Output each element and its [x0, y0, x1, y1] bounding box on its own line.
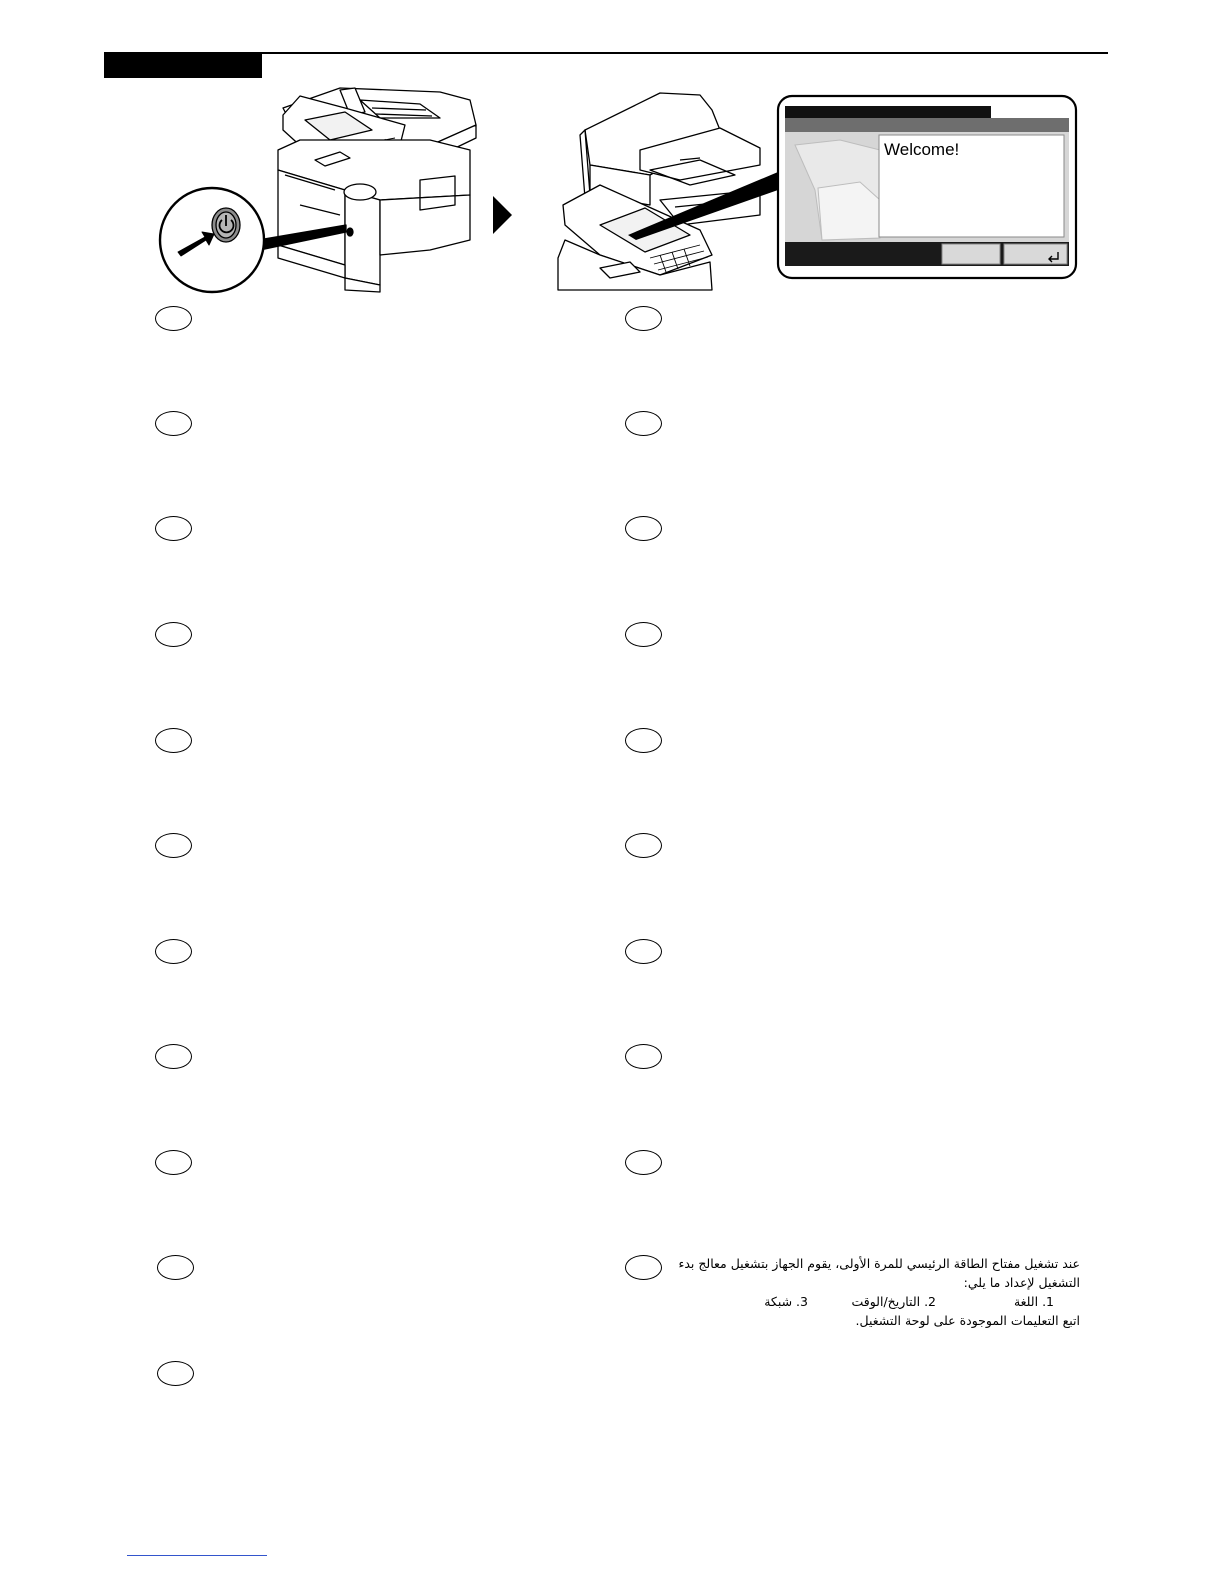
lang-marker	[155, 939, 192, 964]
step-network: 3. شبكة	[764, 1294, 808, 1309]
lang-marker	[155, 728, 192, 753]
lang-marker	[157, 1361, 194, 1386]
arabic-line-2: التشغيل لإعداد ما يلي:	[963, 1275, 1080, 1290]
lang-marker	[155, 1150, 192, 1175]
lang-marker	[155, 306, 192, 331]
screen-welcome-text: Welcome!	[884, 140, 960, 159]
lang-marker	[625, 728, 662, 753]
lang-marker	[155, 411, 192, 436]
lang-marker	[155, 833, 192, 858]
printer-left-illustration	[160, 88, 476, 292]
illustration-area	[0, 0, 1224, 300]
arabic-instructions	[662, 1254, 1080, 1330]
lang-marker	[625, 939, 662, 964]
lang-marker	[625, 411, 662, 436]
arabic-line-4: اتبع التعليمات الموجودة على لوحة التشغيل.	[855, 1313, 1080, 1328]
lang-marker	[625, 306, 662, 331]
lang-marker	[625, 1044, 662, 1069]
lang-marker	[157, 1255, 194, 1280]
lang-marker	[625, 516, 662, 541]
display-screen-callout	[778, 96, 1076, 278]
lang-marker	[155, 516, 192, 541]
lang-marker	[625, 1255, 662, 1280]
arabic-line-1: عند تشغيل مفتاح الطاقة الرئيسي للمرة الأولى، يقوم الجهاز بتشغيل معالج بدء	[678, 1256, 1080, 1271]
printer-right-illustration	[558, 93, 778, 290]
arabic-steps	[662, 1292, 1080, 1311]
lang-marker	[155, 1044, 192, 1069]
arrow-right-icon	[493, 196, 512, 234]
lang-marker	[155, 622, 192, 647]
lang-marker	[625, 833, 662, 858]
lang-marker	[625, 1150, 662, 1175]
step-datetime: 2. التاريخ/الوقت	[851, 1294, 936, 1309]
step-language: 1. اللغة	[1013, 1294, 1054, 1309]
screen-button-left	[942, 244, 1000, 264]
lang-marker	[625, 622, 662, 647]
footer-link-underline	[127, 1555, 267, 1556]
